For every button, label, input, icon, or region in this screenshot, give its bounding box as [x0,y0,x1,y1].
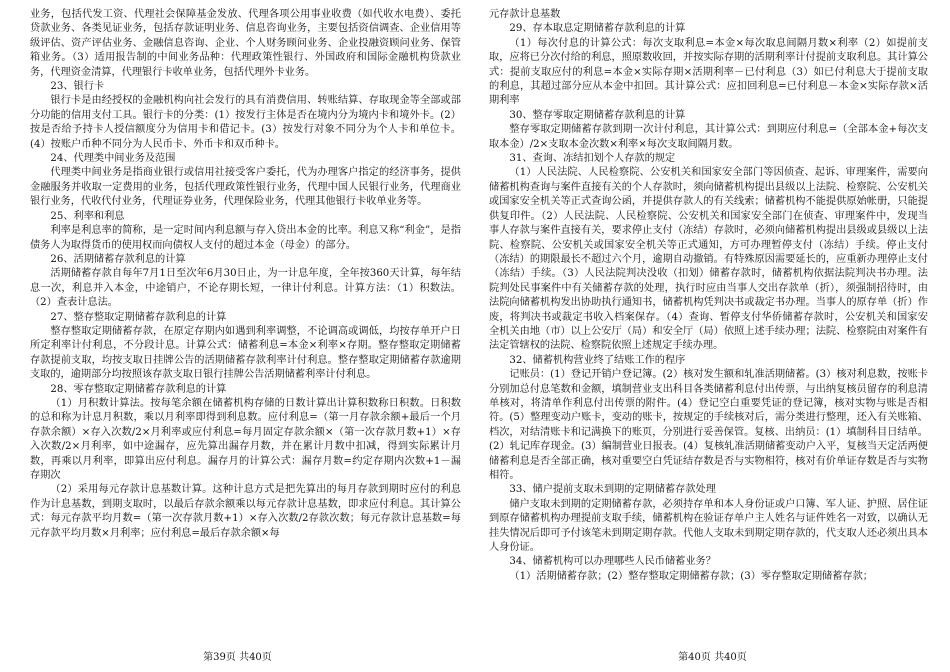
paragraph: 储户支取未到期的定期储蓄存款，必须持存单和本人身份证或户口簿、军人证、护照、居住证到原存储蓄机构办理提前支取手续，储蓄机构在验证存单户主人姓名与证件姓名一对致，以确认无挂失情况后即可予付该笔未到期定期存款。代他人支取未到期定期存款的，代支取人还必须出具本人身份证。 [489,498,928,554]
left-page-content [30,8,461,636]
section-heading: 29、存本取息定期储蓄存款利息的计算 [509,23,686,35]
section-heading: 26、活期储蓄存款利息的计算 [50,253,186,265]
paragraph: 整存整取定期储蓄存款，在原定存期内如遇到利率调整，不论调高或调低，均按存单开户日所定利率计付利息，不分段计息。计算公式：储蓄利息=本金×利率×存期。整存整取定期储蓄存款提前支取，均按支取日挂牌公告的活期储蓄存款利率计付利息。整存整取定期储蓄存款逾期支取的，逾期部分均按照该存款支取日银行挂牌公告活期储蓄利率计付利息。 [30,325,461,381]
right-page-footer: 第40页 共40页 [678,652,747,663]
section-heading: 33、储户提前支取未到期的定期储蓄存款处理 [509,484,716,496]
paragraph: 银行卡是由经授权的金融机构向社会发行的具有消费信用、转账结算、存取现金等全部或部分功能的信用支付工具。银行卡的分类：(1）按发行主体是否在境内分为境内卡和境外卡。(2）按是否给予持卡人授信额度分为信用卡和借记卡。(3）按发行对象不同分为个人卡和单位卡。(4）按账户币种不同分为人民币卡、外币卡和双币种卡。 [30,95,461,150]
paragraph: 记账员：(1）登记开销户登记簿。(2）核对发生额和轧准活期储蓄。(3）核对利息数，按账卡分别加总付息笔数和金额，填制营业支出科目各类储蓄利息付出传票，与出纳复核员留存的利息清单核对，将清单作利息付出传票的附件。(4）登记空白重要凭证的登记簿，核对实物与账是否相符。(5）整理变动户账卡，变动的账卡，按规定的手续核对后，需分类进行整理，还入有关账箱、档次，对结清账卡和记满换下的账页，分别进行妥善保管。复核、出纳员：(1）填制科目日结单。(2）轧记库存现金。(3）编制营业日报表。(4）复核轧准活期储蓄变动户入平，复核当天定活两便储蓄利息是否全部正确，核对重要空白凭证结存数是否与实物相符，核对有价单证存数是否与实物相符。 [489,369,928,481]
paragraph: （1）月积数计算法。按每笔余额在储蓄机构存储的日数计算出计算积数称日积数。日积数的总和称为计息月积数，乘以月利率即得到利息数。应付利息=（第一月存款余额+最后一个月存款余额）×存入次数/2×月利率或应付利息=每月固定存款余额×（第一次存款月数+1）×存入次数/2×月利率，如中途漏存，应先算出漏存月数，并在累计月数中扣减，得到实际累计月数，再乘以月利率，即算出应付利息。漏存月的计算公式：漏存月数=约定存期内次数+1－漏存期次 [30,397,461,481]
right-page-content [489,8,928,636]
right-page [475,0,950,672]
section-heading: 27、整存整取定期储蓄存款利息的计算 [50,311,227,323]
paragraph: 整存零取定期储蓄存款到期一次计付利息，其计算公式：到期应付利息=（全部本金+每次支取本金）/2×支取本金次数×利率×每次支取间隔月数。 [489,124,928,150]
paragraph: 利率是利息率的简称，是一定时间内利息额与存入贷出本金的比率。利息又称“利金”，是指债务人为取得货币的使用权而向债权人支付的超过本金（母金）的部分。 [30,225,461,251]
paragraph: （1）每次付息的计算公式：每次支取利息=本金×每次取息间隔月数×利率（2）如提前支取，应将已分次付给的利息，照原数收回，并按实际存期的活期利率计付提前支取利息。其计算公式：提前支取应付的利息=本金×实际存期×活期利率－已付利息（3）如已付利息大于提前支取的利息，其超过部分应从本金中扣回。其计算公式：应扣回利息=已付利息－本金×实际存款×活期利率 [489,37,928,107]
section-heading: 25、利率和利息 [50,210,125,222]
paragraph: 元存款计息基数 [489,9,561,20]
section-heading: 32、储蓄机构营业终了结账工作的程序 [509,354,686,366]
section-heading: 31、查询、冻结扣划个人存款的规定 [509,153,676,165]
paragraph: 代理类中间业务是指商业银行或信用社接受客户委托，代为办理客户指定的经济事务，提供金融服务并收取一定费用的业务，包括代理政策性银行业务，代理中国人民银行业务，代理商业银行业务，代收代付业务，代理证券业务，代理保险业务，代理其他银行卡收单业务等。 [30,167,461,208]
paragraph: （1）活期储蓄存款；(2）整存整取定期储蓄存款；(3）零存整取定期储蓄存款； [509,570,873,582]
section-heading: 28、零存整取定期储蓄存款利息的计算 [50,383,227,395]
section-heading: 34、储蓄机构可以办理哪些人民币储蓄业务？ [509,556,716,568]
section-heading: 23、银行卡 [50,81,105,93]
paragraph: （2）采用每元存款计息基数计算。这种计息方式是把先算出的每月存款到期时应付的利息作为计息基数，到期支取时，以最后存款余额乘以每元存款计息基数，即求应付利息。其计算公式：每元存款平均月数=（第一次存款月数+1）×存入次数/2存款次数；每元存款计息基数=每元存款平均月数×月利率；应付利息=最后存款余额×每 [30,484,461,539]
section-heading: 24、代理类中间业务及范围 [50,153,176,165]
paragraph: 活期储蓄存款自每年7月1日至次年6月30日止，为一计息年度，全年按360天计算，每年结息一次，利息并入本金，中途销户，不论存期长短，一律计付利息。计算方法：（1）积数法。（2）查表计息法。 [30,268,461,309]
left-page-footer: 第39页 共40页 [203,652,272,663]
paragraph: （1）人民法院、人民检察院、公安机关和国家安全部门等因侦查、起诉、审理案件，需要向储蓄机构查询与案件直接有关的个人存款时，须向储蓄机构提出县级以上法院、检察院、公安机关或国家安全机关等正式查询公函，并提供存款人的有关线索；储蓄机构不能提供原始帐册，只能提供复印件。（2）人民法院、人民检察院、公安机关和国家安全部门在侦查、审理案件中，发现当事人存款与案件直接有关，要求停止支付（冻结）存款时，必须向储蓄机构提出县级或县级以上法院、检察院、公安机关或国家安全机关等正式通知，方可办理暂停支付（冻结）手续。停止支付（冻结）的期限最长不超过六个月，逾期自动撤销。有特殊原因需要延长的，应重新办理停止支付（冻结）手续。（3）人民法院判决没收（扣划）储蓄存款时，储蓄机构依据法院判决书办理。法院判处民事案件中有关储蓄存款的处理，执行时应由当事人交出存款单（折），须强制招待时，由法院向储蓄机构发出协助执行通知书，储蓄机构凭判决书或裁定书办理。当事人的原存单（折）作废，将判决书或裁定书收入档案保存。（4）查询、暂停支付华侨储蓄存款时，公安机关和国家安全机关由地（市）以上公安厅（局）和安全厅（局）依照上述手续办理；法院、检察院由对案件有法定管辖权的法院、检察院依照上述规定手续办理。 [489,167,928,352]
section-heading: 30、整存零取定期储蓄存款利息的计算 [509,109,686,121]
paragraph: 业务，包括代发工资、代理社会保障基金发放、代理各项公用事业收费（如代收水电费）、委托贷款业务、各类见证业务，包括存款证明业务、信息咨询业务，主要包括资信调查、企业信用等级评估、资产评估业务、金融信息咨询、企业、个人财务顾问业务、企业投融资顾问业务、保管箱业务。（3）适用报告制的中间业务品种：代理政策性银行、外国政府和国际金融机构贷款业务，代理资金清算，代理银行卡收单业务，包括代理外卡业务。 [30,9,461,78]
